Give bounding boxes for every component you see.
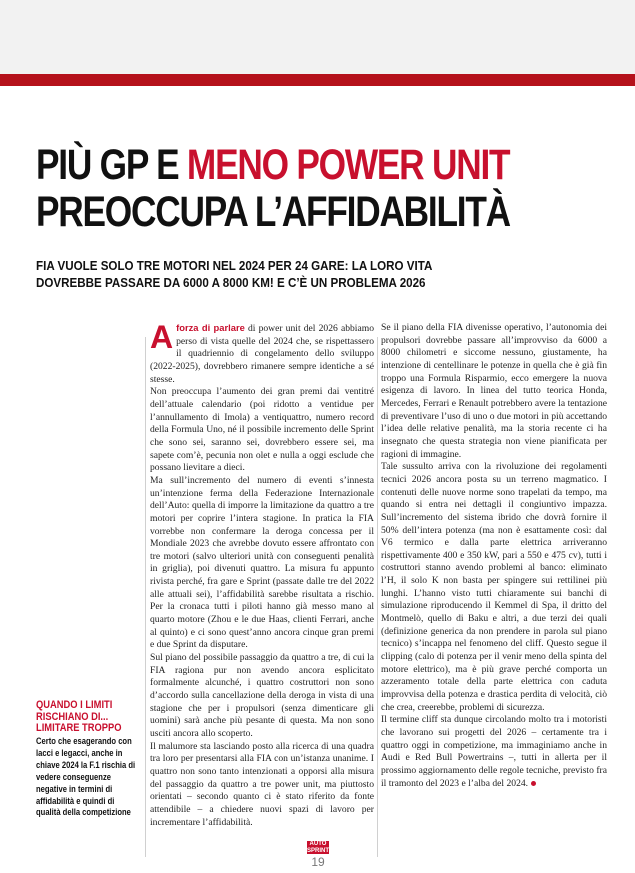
header-band xyxy=(0,0,635,74)
sidebar-heading-line: QUANDO I LIMITI xyxy=(36,699,113,711)
article-title xyxy=(36,142,524,236)
paragraph-text: di power unit del 2026 abbiamo perso di vista quelle del 2024 che, se rispettassero il quadriennio di congelamento dello sviluppo (2022-2025), dovrebbero rimanere sempre identiche a sé stesse. xyxy=(150,323,374,385)
column-rule-left xyxy=(145,337,146,857)
paragraph: Sul piano del possibile passaggio da quattro a tre, di cui la FIA ragiona pur non avendo ancora esplicitato formalmente alcunché, i quattro costruttori non sono d’accordo sulla cancellazione della deroga in vista di una stagione che per i propulsori (senza dimenticare gli uomini) sarà anche più pesante di questa. Ma non sono usciti ancora allo scoperto. xyxy=(150,652,374,739)
end-mark-icon xyxy=(531,781,536,786)
article-column-1 xyxy=(150,319,374,829)
sidebar-text: Certo che esagerando con lacci e legacci, anche in chiave 2024 la F.1 rischia di vedere conseguenze negative in termini di affidabilità e quindi di qualità della competizione xyxy=(36,736,136,818)
sidebar-heading-line: RISCHIANO DI... xyxy=(36,710,109,723)
magazine-logo xyxy=(307,841,329,854)
paragraph: Tale sussulto arriva con la rivoluzione dei regolamenti tecnici 2026 ancora posta su un terreno magmatico. I contenuti delle nuove norme sono trapelati da tempo, ma quando si entra nei dettagli il congiuntivo impazza. Sull’incremento del sistema ibrido che dovrà fornire il 50% dell’intera potenza (ma non è esattamente così: dal V6 termico e dalla parte elettrica arriveranno rispettivamente 400 e 350 kW, pari a 550 e 475 cv), tutti i costruttori stanno avendo problemi al banco: eliminato l’H, il solo K non basta per spingere sui rettilinei più lunghi. L’hanno visto tutti chiaramente sui banchi di simulazione riproducendo il Kemmel di Spa, il dritto del Montmelò, quello di Baku e altri, a due terzi dei quali (definizione generica da non prendere in parola sul piano tecnico) s’incappa nel fenomeno del cliff. Questo segue il clipping (calo di potenza per il venir meno della spinta del motore elettrico), ma è più grave perché comporta un azzeramento totale della parte elettrica con caduta improvvisa della potenza e drastica perdita di velocità, ciò che crea, creerebbe, problemi di sicurezza. xyxy=(381,461,607,713)
header-red-stripe xyxy=(0,74,635,86)
subtitle-line1: FIA VUOLE SOLO TRE MOTORI NEL 2024 PER 24 GARE: LA LORO VITA xyxy=(36,258,433,273)
title-highlight: MENO POWER UNIT xyxy=(186,141,510,189)
article-column-2 xyxy=(381,322,607,790)
sidebar-heading xyxy=(36,700,125,735)
article-subtitle xyxy=(36,257,458,291)
column-rule-middle xyxy=(377,337,378,857)
drop-cap: A xyxy=(150,319,174,355)
logo-line2: SPRINT xyxy=(307,847,330,854)
subtitle-line2: DOVREBBE PASSARE DA 6000 A 8000 KM! E C’È UN PROBLEMA 2026 xyxy=(36,275,426,290)
paragraph: Il malumore sta lasciando posto alla ricerca di una quadra tra loro per presentarsi alla FIA con un’istanza unanime. I quattro non sono tanto intenzionati a opporsi alla misura del passaggio da quattro a tre power unit, ma piuttosto orientati – secondo quanto ci è stato riferito da fonte attendibile – a chiedere nuovi spazi di lavoro per incrementare l’affidabilità. xyxy=(150,740,374,828)
paragraph: Se il piano della FIA divenisse operativo, l’autonomia dei propulsori dovrebbe passare all’improvviso da 6000 a 8000 chilometri e siccome nessuno, giustamente, ha intenzione di centellinare le potenze in quella che è già fin troppo una Formula Risparmio, ecco emergere la nuova esigenza di lavoro. In linea del tutto teorica Honda, Mercedes, Ferrari e Renault potrebbero avere la tentazione di preventivare l’uso di uno o due motori in più accettando l’idea delle relative penalità, ma la storia recente ci ha insegnato che questa strategia non viene pianificata per ragioni di immagine. xyxy=(381,322,607,460)
title-line2: PREOCCUPA L’AFFIDABILITÀ xyxy=(36,188,510,236)
logo-line1: AUTO xyxy=(309,841,327,847)
page-number: 19 xyxy=(311,855,325,869)
paragraph xyxy=(150,319,374,386)
lead-in: forza di parlare xyxy=(176,322,245,333)
paragraph: Ma sull’incremento del numero di eventi s’innesta un’intenzione ferma della Federazione Internazionale dell’Auto: quella di imporre la limitazione da quattro a tre motori per coprire l’intera stagione. In pratica la FIA vorrebbe non confermare la deroga concessa per il Mondiale 2023 che avrebbe dovuto essere affrontato con tre motori (salvo ulteriori unità con conseguenti penalità in griglia), poi divenuti quattro. La misura fu appunto rivista perché, fra gare e Sprint (passate dalle tre del 2022 alle attuali sei), l’affidabilità sarebbe risultata a rischio. Per la cronaca tutti i piloti hanno già messo mano al quarto motore (Zhou e le due Haas, clienti Ferrari, anche al quinto) e ci sono quest’anno ancora cinque gran premi e due Sprint da disputare. xyxy=(150,474,374,651)
sidebar-heading-line: LIMITARE TROPPO xyxy=(36,722,122,734)
paragraph: Non preoccupa l’aumento dei gran premi dai ventitré dell’attuale calendario (poi ridotto a ventidue per l’annullamento di Imola) a ventiquattro, numero record della Formula Uno, né il possibile incremento delle Sprint che sono sei, saranno sei, dovrebbero essere sei, ma sapete com’è, pecunia non olet e nulla a oggi esclude che possano lievitare a dieci. xyxy=(150,386,374,474)
title-part1: PIÙ GP E xyxy=(36,141,187,189)
paragraph xyxy=(381,714,607,790)
paragraph-text: Il termine cliff sta dunque circolando molto tra i motoristi che lavorano sui progetti del 2026 – certamente tra i quattro oggi in competizione, ma immaginiamo anche in Audi e Red Bull Powertrains –, tutti in allerta per il prossimo aggiornamento delle regole tecniche, previsto fra il tramonto del 2023 e l’alba del 2024. xyxy=(381,714,607,789)
